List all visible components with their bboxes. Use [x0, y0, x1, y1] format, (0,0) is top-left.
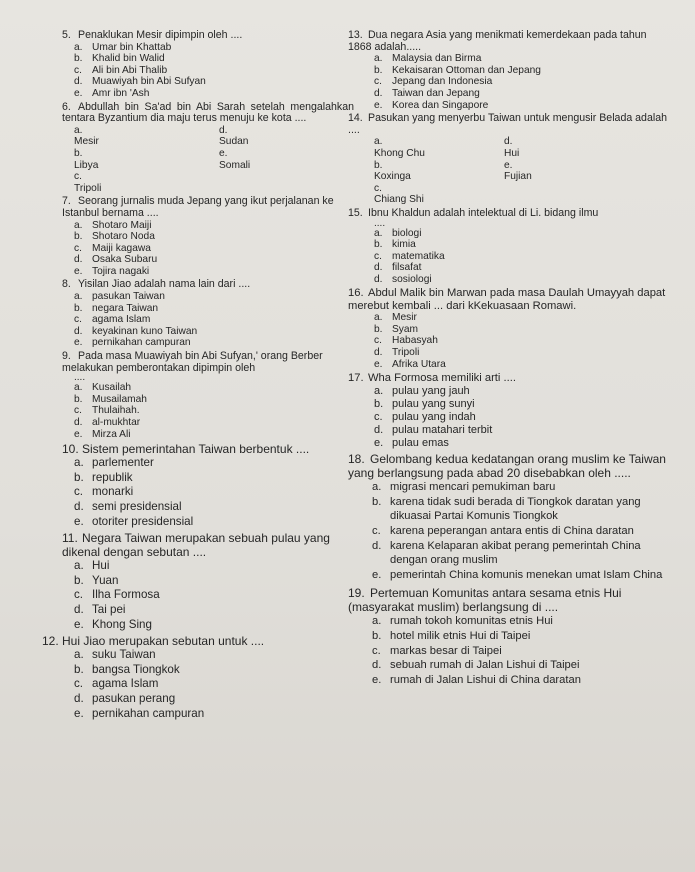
- question-number: 8.: [62, 278, 71, 291]
- option-text: Mirza Ali: [92, 428, 131, 440]
- option: [348, 347, 673, 359]
- option-text: pulau yang jauh: [392, 385, 470, 398]
- option-text: karena tidak sudi berada di Tiongkok daratan yang dikuasai Partai Komunis Tiongkok: [390, 495, 641, 523]
- option-row: [348, 136, 673, 159]
- option: [42, 707, 354, 722]
- option-text: Mesir: [392, 312, 417, 324]
- option-text: suku Taiwan: [92, 648, 156, 662]
- option-text: keyakinan kuno Taiwan: [92, 325, 198, 337]
- option: [62, 588, 354, 603]
- question-17: [348, 372, 673, 450]
- option-letter: c.: [74, 314, 82, 326]
- blank-dots: ....: [74, 372, 86, 384]
- option-letter: d.: [374, 273, 383, 285]
- option-letter: d.: [374, 424, 384, 437]
- option: [62, 65, 354, 77]
- option: [62, 382, 354, 394]
- option-text: pemerintah China komunis menekan umat Islam China: [390, 568, 663, 581]
- option-row: [62, 148, 354, 171]
- option-letter: e.: [74, 337, 83, 349]
- option: [62, 405, 354, 417]
- question-stem: [62, 279, 354, 291]
- option-text: Hui: [504, 147, 520, 159]
- option-text: matematika: [392, 250, 445, 262]
- question-text: Hui Jiao merupakan sebutan untuk ....: [62, 634, 265, 649]
- question-stem: [348, 30, 673, 53]
- question-18: [348, 452, 673, 582]
- option: [62, 471, 354, 486]
- option-text: pulau yang sunyi: [392, 398, 475, 411]
- question-stem: [42, 634, 354, 648]
- option: [62, 485, 354, 500]
- option-text: pulau matahari terbit: [392, 424, 493, 437]
- option-letter: a.: [374, 312, 383, 324]
- option: [62, 76, 354, 88]
- option: [62, 243, 354, 255]
- option: [374, 183, 519, 206]
- option-text: Maiji kagawa: [92, 242, 151, 254]
- option-text: bangsa Tiongkok: [92, 662, 180, 676]
- option-letter: b.: [374, 159, 383, 171]
- question-number: 16.: [348, 287, 364, 300]
- option: [62, 618, 354, 633]
- option: [42, 692, 354, 707]
- question-stem: [62, 442, 354, 456]
- option-text: Ilha Formosa: [92, 588, 160, 602]
- question-stem: [348, 208, 673, 220]
- option-letter: d.: [74, 417, 83, 428]
- option-text: Khong Sing: [92, 617, 152, 631]
- question-number: 6.: [62, 100, 71, 113]
- question-number: 5.: [62, 29, 71, 41]
- option-letter: c.: [74, 171, 82, 183]
- option-letter: c.: [374, 182, 382, 194]
- option-letter: e.: [372, 673, 382, 686]
- option-text: Yuan: [92, 573, 119, 587]
- option-letter: a.: [374, 227, 383, 239]
- option-text: parlementer: [92, 456, 154, 470]
- option: [348, 437, 673, 450]
- question-text: Negara Taiwan merupakan sebuah pulau yang dikenal dengan sebutan ....: [62, 531, 330, 560]
- question-text: Dua negara Asia yang menikmati kemerdekaan pada tahun 1868 adalah.....: [348, 29, 647, 53]
- question-text: Pada masa Muawiyah bin Abi Sufyan,' orang Berber melakukan pemberontakan dipimpin oleh: [62, 350, 323, 374]
- option: [348, 495, 673, 524]
- option-letter: c.: [74, 64, 82, 76]
- option-letter: d.: [74, 254, 83, 266]
- option: [348, 76, 673, 88]
- option-letter: a.: [74, 291, 83, 303]
- option-text: Habasyah: [392, 335, 438, 347]
- option-letter: d.: [372, 659, 382, 672]
- option: [348, 539, 673, 568]
- question-stem: [348, 452, 673, 480]
- option-letter: c.: [374, 250, 382, 262]
- question-stem: [62, 196, 354, 219]
- option: [62, 603, 354, 618]
- option-letter: a.: [74, 219, 83, 231]
- option-letter: c.: [374, 411, 383, 424]
- question-number: 9.: [62, 350, 71, 363]
- option-row: [348, 160, 673, 183]
- option-letter: a.: [74, 41, 83, 53]
- option-text: kimia: [392, 239, 416, 251]
- option-text: hotel milik etnis Hui di Taipei: [390, 630, 531, 642]
- question-text: Wha Formosa memiliki arti ....: [368, 372, 516, 385]
- option: [348, 614, 673, 629]
- option: [348, 644, 673, 659]
- option-letter: a.: [74, 648, 84, 662]
- option-row: [62, 125, 354, 148]
- question-number: 7.: [62, 195, 71, 208]
- question-number: 19.: [348, 586, 365, 601]
- option-text: Somali: [219, 159, 251, 171]
- option-text: Thulaihah.: [92, 405, 140, 417]
- option-letter: c.: [74, 677, 84, 691]
- option-letter: a.: [74, 559, 84, 573]
- option-letter: b.: [74, 662, 84, 676]
- question-6: [62, 102, 354, 195]
- option-letter: d.: [74, 325, 83, 337]
- option-letter: c.: [74, 242, 82, 254]
- option-text: karena Kelaparan akibat perang pemerintah China dengan orang muslim: [390, 539, 641, 567]
- option: [62, 254, 354, 266]
- option-row: [62, 171, 354, 194]
- blank-dots: ....: [374, 217, 386, 229]
- option-letter: b.: [374, 323, 383, 335]
- option-letter: e.: [372, 568, 382, 581]
- option-text: monarki: [92, 485, 134, 499]
- option-letter: a.: [374, 385, 384, 398]
- option-letter: b.: [74, 393, 83, 405]
- question-number: 18.: [348, 452, 365, 467]
- option-text: Tripoli: [392, 347, 420, 359]
- option: [62, 559, 354, 574]
- option-letter: c.: [372, 525, 381, 538]
- question-stem: [62, 102, 354, 125]
- option-text: Kusailah: [92, 382, 132, 394]
- question-7: [62, 196, 354, 277]
- option-text: biologi: [392, 227, 422, 239]
- option: [74, 171, 219, 194]
- option-letter: a.: [74, 456, 84, 470]
- option-letter: a.: [374, 136, 383, 148]
- question-9: [62, 351, 354, 440]
- question-13: [348, 30, 673, 111]
- option-text: Shotaro Maiji: [92, 219, 152, 231]
- question-19: [348, 586, 673, 687]
- question-stem: [62, 30, 354, 42]
- option-text: pasukan Taiwan: [92, 291, 165, 303]
- option: [42, 677, 354, 692]
- option-letter: e.: [374, 437, 384, 450]
- option-text: Amr ibn 'Ash: [92, 87, 150, 99]
- question-text: Gelombang kedua kedatangan orang muslim ke Taiwan yang berlangsung pada abad 20 disebabkan oleh .....: [348, 452, 666, 481]
- option: [348, 398, 673, 411]
- option-text: Jepang dan Indonesia: [392, 76, 493, 88]
- option: [348, 274, 673, 286]
- question-number: 11.: [62, 531, 78, 546]
- option: [62, 394, 354, 406]
- option-letter: c.: [74, 405, 82, 417]
- option-text: agama Islam: [92, 314, 151, 326]
- option-text: rumah tokoh komunitas etnis Hui: [390, 615, 553, 628]
- option-text: Tai pei: [92, 602, 126, 616]
- option-text: pasukan perang: [92, 691, 176, 705]
- question-5: [62, 30, 354, 100]
- question-number: 14.: [348, 112, 363, 125]
- option-text: Korea dan Singapore: [392, 99, 489, 111]
- option-text: Osaka Subaru: [92, 254, 158, 266]
- option: [348, 568, 673, 583]
- question-10: [62, 442, 354, 529]
- option-text: rumah di Jalan Lishui di China daratan: [390, 673, 581, 686]
- option: [348, 524, 673, 539]
- option: [348, 88, 673, 100]
- option: [348, 239, 673, 251]
- option-letter: d.: [74, 602, 84, 616]
- question-text: Pertemuan Komunitas antara sesama etnis Hui (masyarakat muslim) berlangsung di ....: [348, 586, 622, 615]
- option: [219, 125, 364, 148]
- option: [504, 160, 649, 183]
- option-text: Sudan: [219, 136, 249, 148]
- option: [504, 136, 649, 159]
- option-text: Libya: [74, 159, 99, 171]
- option: [348, 424, 673, 437]
- option: [62, 337, 354, 349]
- option: [62, 456, 354, 471]
- option-letter: e.: [74, 514, 84, 528]
- option: [348, 228, 673, 240]
- option-letter: a.: [374, 53, 383, 65]
- question-number: 13.: [348, 29, 363, 41]
- option-text: Khong Chu: [374, 147, 425, 159]
- option-text: otoriter presidensial: [92, 514, 194, 528]
- option-text: filsafat: [392, 262, 422, 274]
- option: [62, 574, 354, 589]
- option-text: negara Taiwan: [92, 302, 159, 314]
- option-letter: b.: [374, 398, 384, 411]
- option: [62, 220, 354, 232]
- option: [62, 291, 354, 303]
- option: [62, 42, 354, 54]
- option-text: sosiologi: [392, 273, 432, 285]
- question-11: [62, 531, 354, 632]
- option: [348, 480, 673, 495]
- option-letter: d.: [74, 76, 83, 88]
- option: [62, 88, 354, 100]
- option: [74, 148, 219, 171]
- option-letter: e.: [74, 617, 84, 631]
- option: [62, 231, 354, 243]
- option: [348, 324, 673, 336]
- option-text: Musailamah: [92, 393, 147, 405]
- option-text: Chiang Shi: [374, 194, 424, 206]
- question-number: 12.: [42, 634, 59, 649]
- option-letter: d.: [374, 87, 383, 99]
- option-text: Ali bin Abi Thalib: [92, 64, 168, 76]
- option-letter: d.: [74, 499, 84, 513]
- option: [62, 314, 354, 326]
- question-15: [348, 208, 673, 286]
- question-text: Pasukan yang menyerbu Taiwan untuk mengusir Belada adalah ....: [348, 112, 667, 136]
- option-letter: d.: [504, 136, 513, 148]
- option: [62, 53, 354, 65]
- option-letter: e.: [219, 147, 228, 159]
- option-letter: b.: [74, 53, 83, 65]
- option: [348, 629, 673, 644]
- option-text: semi presidensial: [92, 499, 182, 513]
- option: [62, 500, 354, 515]
- question-8: [62, 279, 354, 349]
- option-letter: b.: [374, 239, 383, 251]
- question-stem: [348, 372, 673, 385]
- question-16: [348, 287, 673, 370]
- option: [42, 663, 354, 678]
- option-text: Malaysia dan Birma: [392, 53, 482, 65]
- option-text: Mesir: [74, 136, 99, 148]
- option: [348, 100, 673, 112]
- option-letter: b.: [372, 495, 382, 508]
- question-text: Abdul Malik bin Marwan pada masa Daulah Umayyah dapat merebut kembali ... dari kKekuasaan Romawi.: [348, 287, 666, 312]
- option: [348, 385, 673, 398]
- option-text: karena peperangan antara entis di China daratan: [390, 525, 634, 538]
- option-text: Tripoli: [74, 182, 102, 194]
- option-text: Koxinga: [374, 171, 411, 183]
- option-letter: a.: [74, 124, 83, 136]
- option-text: pernikahan campuran: [92, 337, 191, 349]
- question-text: Ibnu Khaldun adalah intelektual di Li. bidang ilmu: [368, 206, 599, 219]
- option-letter: d.: [374, 347, 383, 359]
- option-letter: d.: [374, 262, 383, 274]
- option-letter: a.: [74, 382, 83, 394]
- option-letter: c.: [374, 335, 382, 347]
- option-text: Taiwan dan Jepang: [392, 87, 480, 99]
- option-letter: b.: [74, 573, 84, 587]
- option-letter: b.: [74, 302, 83, 314]
- option-text: Khalid bin Walid: [92, 53, 165, 65]
- option-row: [348, 183, 673, 206]
- option: [348, 335, 673, 347]
- option: [348, 673, 673, 688]
- option-letter: b.: [372, 630, 382, 642]
- option: [348, 411, 673, 424]
- option: [62, 417, 354, 429]
- option-letter: e.: [374, 99, 383, 111]
- option-letter: b.: [74, 470, 84, 484]
- option: [62, 515, 354, 530]
- right-column: [348, 30, 673, 689]
- option-letter: c.: [374, 76, 382, 88]
- option-text: Shotaro Noda: [92, 231, 155, 243]
- question-stem: [62, 531, 354, 559]
- option-letter: e.: [74, 428, 83, 440]
- option-letter: b.: [74, 231, 83, 243]
- option: [374, 136, 504, 159]
- option-letter: b.: [374, 64, 383, 76]
- option-letter: e.: [504, 159, 513, 171]
- option-letter: d.: [372, 539, 382, 552]
- question-stem: [348, 586, 673, 614]
- question-text: Abdullah bin Sa'ad bin Abi Sarah setelah mengalahkan tentara Byzantium dia maju terus menuju ke kota ....: [62, 100, 354, 125]
- option: [348, 53, 673, 65]
- option-text: pernikahan campuran: [92, 706, 205, 720]
- option-text: Fujian: [504, 171, 532, 183]
- question-number: 17.: [348, 372, 364, 385]
- option-letter: d.: [219, 124, 228, 136]
- question-stem: [348, 287, 673, 312]
- option: [219, 148, 364, 171]
- question-12: [42, 634, 354, 721]
- question-number: 15.: [348, 206, 363, 219]
- option: [62, 326, 354, 338]
- option-text: Tojira nagaki: [92, 265, 150, 277]
- option: [74, 125, 219, 148]
- option-text: Kekaisaran Ottoman dan Jepang: [392, 64, 541, 76]
- question-14: [348, 113, 673, 206]
- option-text: markas besar di Taipei: [390, 644, 502, 657]
- question-stem: [348, 113, 673, 136]
- option-text: Umar bin Khattab: [92, 41, 172, 53]
- option-text: Afrika Utara: [392, 358, 446, 370]
- option-letter: e.: [74, 265, 83, 277]
- option-text: agama Islam: [92, 677, 159, 691]
- option: [374, 160, 504, 183]
- option-text: Muawiyah bin Abi Sufyan: [92, 76, 206, 88]
- option: [348, 262, 673, 274]
- option-letter: a.: [372, 615, 382, 628]
- option-letter: c.: [74, 485, 84, 499]
- option: [348, 312, 673, 324]
- option-letter: e.: [74, 706, 84, 720]
- left-column: [42, 29, 354, 723]
- option-text: pulau emas: [392, 437, 449, 450]
- question-text: Sistem pemerintahan Taiwan berbentuk ....: [82, 442, 310, 457]
- option-text: republik: [92, 470, 133, 484]
- question-stem: [62, 351, 354, 374]
- option-letter: d.: [74, 691, 84, 705]
- option: [348, 65, 673, 77]
- option-letter: e.: [74, 87, 83, 99]
- question-text: Penaklukan Mesir dipimpin oleh ....: [78, 29, 243, 41]
- option-text: migrasi mencari pemukiman baru: [390, 481, 556, 494]
- option: [62, 429, 354, 441]
- option-letter: a.: [372, 481, 382, 494]
- option: [348, 658, 673, 673]
- option: [348, 359, 673, 371]
- option-letter: c.: [372, 644, 381, 657]
- option-letter: c.: [74, 588, 84, 602]
- option-text: Hui: [92, 559, 110, 573]
- option: [348, 251, 673, 263]
- question-number: 10.: [62, 442, 79, 457]
- option-letter: e.: [374, 358, 383, 370]
- question-text: Yisilan Jiao adalah nama lain dari ....: [78, 278, 251, 291]
- option-letter: b.: [74, 147, 83, 159]
- option-text: pulau yang indah: [392, 411, 476, 424]
- question-text: Seorang jurnalis muda Jepang yang ikut perjalanan ke Istanbul bernama ....: [62, 195, 334, 219]
- option: [42, 648, 354, 663]
- option: [62, 266, 354, 278]
- option-text: al-mukhtar: [92, 417, 141, 428]
- option-text: Syam: [392, 323, 419, 335]
- option: [62, 303, 354, 315]
- option-text: sebuah rumah di Jalan Lishui di Taipei: [390, 659, 580, 672]
